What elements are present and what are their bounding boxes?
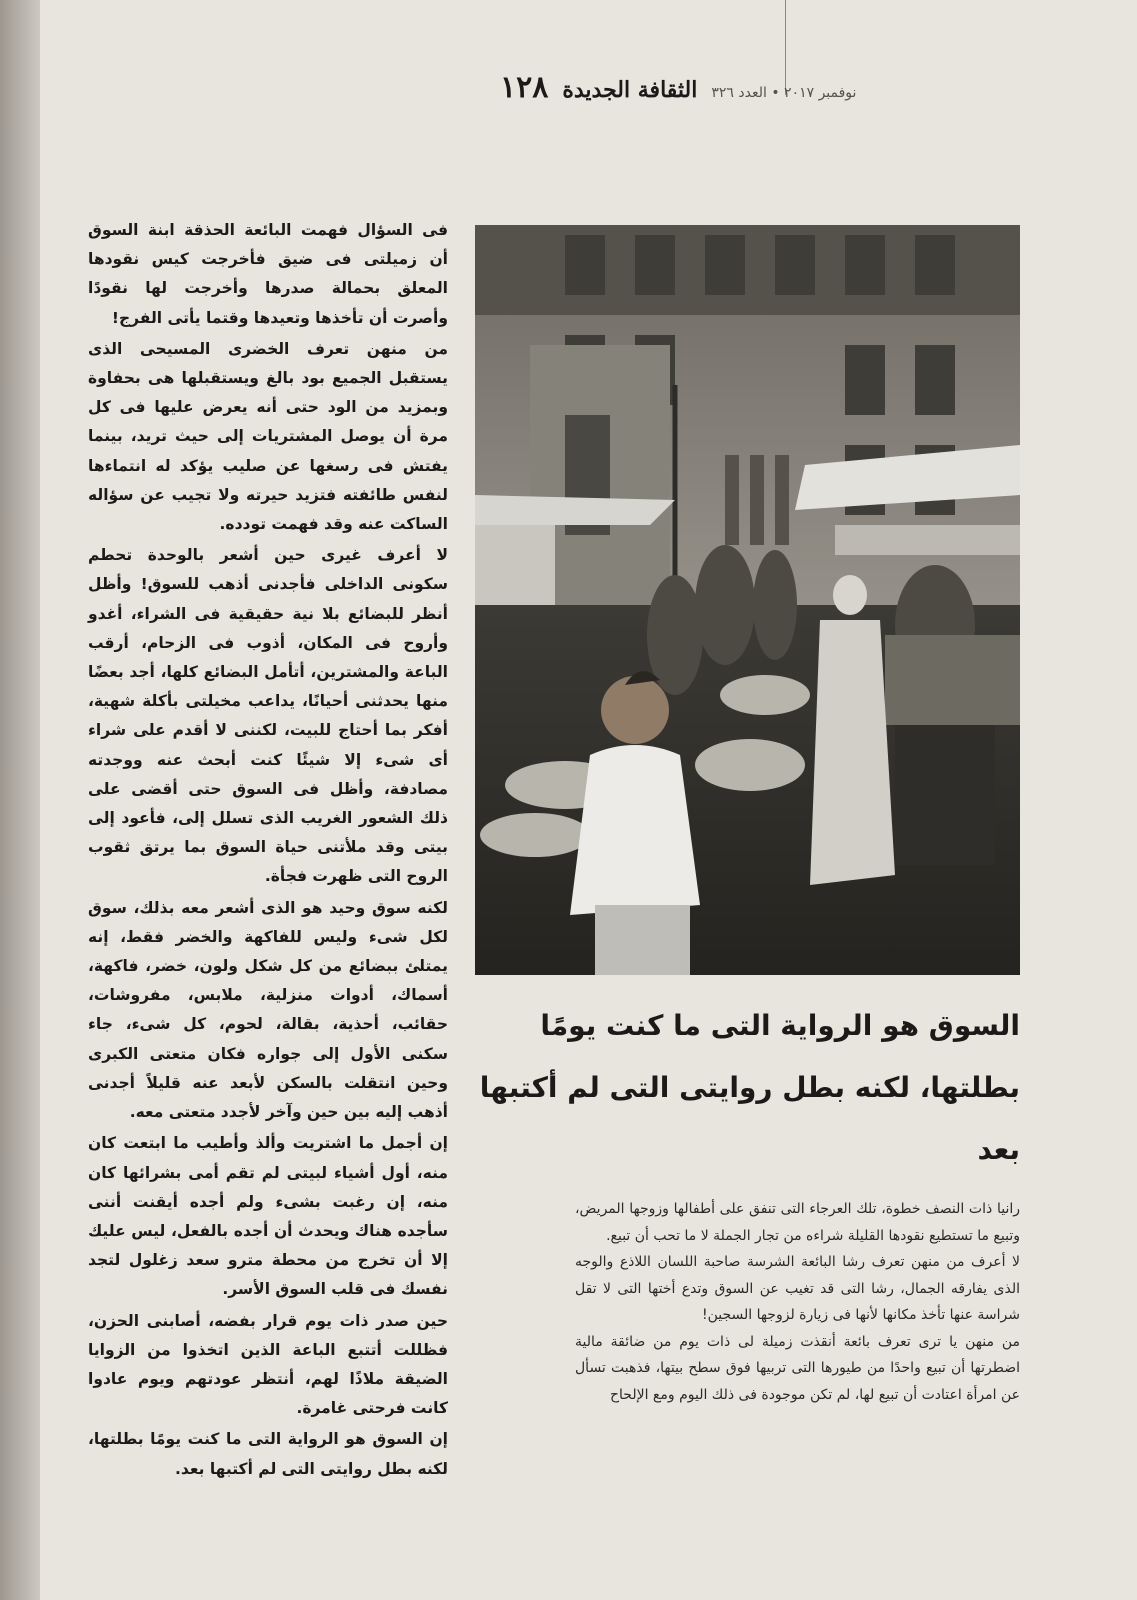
article-column-bottom <box>575 1196 1020 1408</box>
page-header <box>500 70 1020 110</box>
paragraph: لا أعرف غيرى حين أشعر بالوحدة تحطم سكونى الداخلى فأجدنى أذهب للسوق! وأظل أنظر للبضائع بلا نية حقيقية فى الشراء، أغدو وأروح فى المكان، أذوب فى الزحام، أرقب الباعة والمشترين، أتأمل البضائع كلها، أجد بعضًا منها يحدثنى أحيانًا، يداعب مخيلتى بأكلة شهية، أفكر بما أحتاج للبيت، لكننى لا أقدم على شراء أى شىء إلا شيئًا كنت أبحث عنه ووجدته مصادفة، وأظل فى السوق حتى أقضى على ذلك الشعور الغريب الذى تسلل إلى، فأعود إلى بيتى وقد ملأتنى حياة السوق بما يرتق ثقوب الروح التى ظهرت فجأة. <box>88 546 448 886</box>
market-scene-illustration <box>475 225 1020 975</box>
paragraph: من منهن تعرف الخضرى المسيحى الذى يستقبل الجميع بود بالغ ويستقبلها هى بحفاوة وبمزيد من الود حتى أنه يعرض عليها فى كل مرة أن يوصل المشتريات إلى حيث تريد، بينما يفتش فى رسغها عن صليب يؤكد له انتماءها لنفس طائفته فتزيد حيرته ولا تجيب عن سؤاله الساكت عنه وقد فهمت تودده. <box>88 339 448 534</box>
paragraph: إن أجمل ما اشتريت وألذ وأطيب ما ابتعت كان منه، أول أشياء لبيتى لم تقم أمى بشرائها كان منه، إن رغبت بشىء ولم أجده أيقنت أننى سأجده هناك ويحدث أن أجده بالفعل، ليس عليك إلا أن تخرج من محطة مترو سعد زغلول لتجد نفسك فى قلب السوق الأسر. <box>88 1134 448 1299</box>
page-number: ١٢٨ <box>500 70 549 105</box>
market-photo <box>475 225 1020 975</box>
issue-info: نوفمبر ٢٠١٧ • العدد ٣٢٦ <box>711 85 857 101</box>
paragraph: لكنه سوق وحيد هو الذى أشعر معه بذلك، سوق لكل شىء وليس للفاكهة والخضر فقط، إنه يمتلئ ببضائع من كل شكل ولون، خضر، فاكهة، أسماك، أدوات منزلية، ملابس، مفروشات، حقائب، أحذية، بقالة، لحوم، كل شىء، جاء سكنى الأول إلى جواره فكان متعتى الكبرى وحين انتقلت بالسكن لأبعد عنه قليلاً أجدنى أذهب إليه بين حين وآخر لأجدد متعتى معه. <box>88 898 448 1122</box>
article-column-left <box>88 216 448 1484</box>
magazine-title: الثقافة الجديدة <box>562 77 698 103</box>
pull-quote: السوق هو الرواية التى ما كنت يومًا بطلتها، لكنه بطل روايتى التى لم أكتبها بعد <box>479 1009 1020 1166</box>
paragraph: من منهن يا ترى تعرف بائعة أنقذت زميلة لى ذات يوم من ضائقة مالية اضطرتها أن تبيع واحدًا من طيورها التى تربيها فوق سطح بيتها، فذهبت تسأل عن امرأة اعتادت أن تبيع لها، لم تكن موجودة فى ذلك اليوم ومع الإلحاح <box>575 1333 1020 1403</box>
paragraph: فى السؤال فهمت البائعة الحذقة ابنة السوق أن زميلتى فى ضيق فأخرجت كيس نقودها المعلق بحمالة صدرها وأخرجت لها نقودًا وأصرت أن تأخذها وتعيدها وقتما يأتى الفرج! <box>88 221 448 327</box>
paragraph: حين صدر ذات يوم قرار بفضه، أصابنى الحزن، فظللت أتتبع الباعة الذين اتخذوا من الزوايا الضيقة ملاذًا لهم، أنتظر عودتهم ويوم عادوا كانت فرحتى غامرة. <box>88 1311 448 1418</box>
paragraph: إن السوق هو الرواية التى ما كنت يومًا بطلتها، لكنه بطل روايتى التى لم أكتبها بعد. <box>88 1430 448 1478</box>
paragraph: رانيا ذات النصف خطوة، تلك العرجاء التى تنفق على أطفالها وزوجها المريض، وتبيع ما تستطيع نقودها القليلة شراءه من تجار الجملة لا ما تحب أن تبيع. <box>575 1201 1020 1244</box>
paragraph: لا أعرف من منهن تعرف رشا البائعة الشرسة صاحبة اللسان اللاذع والوجه الذى يفارقه الجمال، رشا التى قد تغيب عن السوق وتدع أختها التى لا تقل شراسة عنها تأخذ مكانها لأنها فى زيارة لزوجها السجين! <box>575 1254 1020 1323</box>
